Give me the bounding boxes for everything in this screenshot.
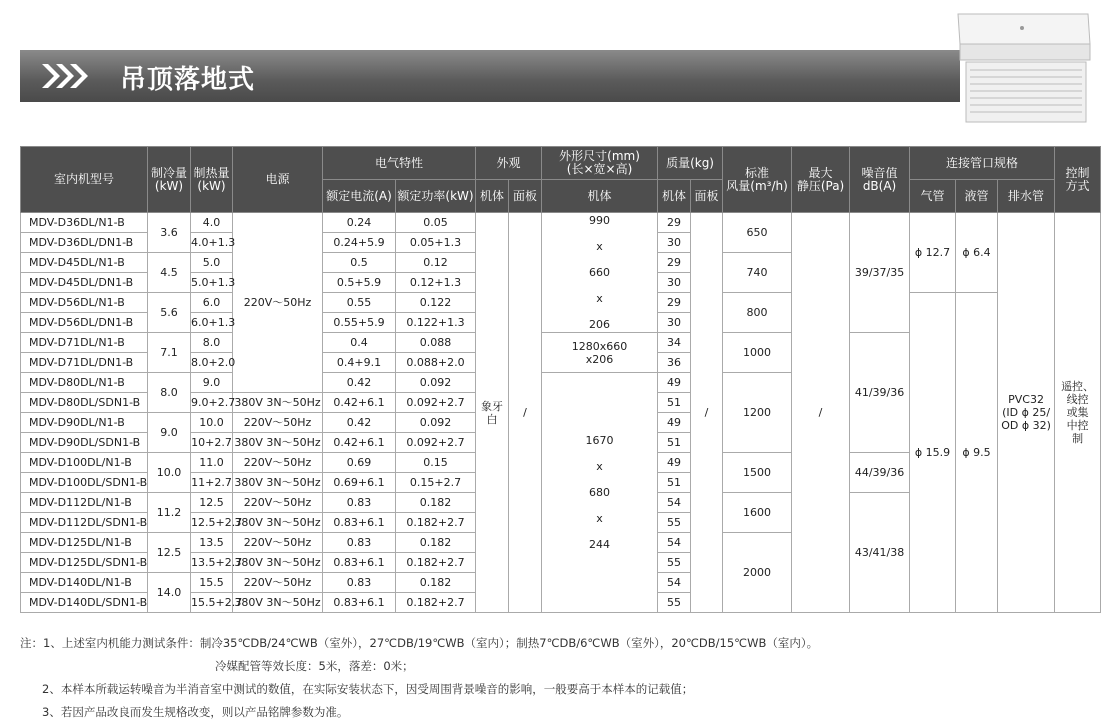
model-cell: MDV-D112DL/N1-B <box>21 493 148 513</box>
liquid-pipe-cell: ϕ 6.4 <box>956 213 998 293</box>
header-weight: 质量(kg) <box>658 147 723 180</box>
heat-cell: 4.0 <box>191 213 233 233</box>
supply-cell: 380V 3N～50Hz <box>233 553 323 573</box>
heat-cell: 8.0 <box>191 333 233 353</box>
model-cell: MDV-D140DL/SDN1-B <box>21 593 148 613</box>
wattage-cell: 0.182+2.7 <box>396 593 476 613</box>
mass-cell: 51 <box>658 393 691 413</box>
cool-cell: 10.0 <box>148 453 191 493</box>
wattage-cell: 0.182 <box>396 573 476 593</box>
airflow-cell: 800 <box>723 293 792 333</box>
wattage-cell: 0.15+2.7 <box>396 473 476 493</box>
header-appearance: 外观 <box>476 147 542 180</box>
heat-cell: 6.0+1.3 <box>191 313 233 333</box>
wattage-cell: 0.182 <box>396 533 476 553</box>
gas-pipe-cell: ϕ 15.9 <box>910 293 956 613</box>
heat-cell: 8.0+2.0 <box>191 353 233 373</box>
header-weight-body: 机体 <box>658 180 691 213</box>
wattage-cell: 0.12 <box>396 253 476 273</box>
current-cell: 0.55 <box>323 293 396 313</box>
heat-cell: 13.5 <box>191 533 233 553</box>
noise-cell: 39/37/35 <box>850 213 910 333</box>
note-1: 注：1、上述室内机能力测试条件：制冷35℃DB/24℃WB（室外），27℃DB/19℃WB（室内）；制热7℃DB/6℃WB（室外），20℃DB/15℃WB（室内）。 <box>20 636 819 650</box>
model-cell: MDV-D71DL/DN1-B <box>21 353 148 373</box>
current-cell: 0.69 <box>323 453 396 473</box>
heat-cell: 11.0 <box>191 453 233 473</box>
supply-cell: 380V 3N～50Hz <box>233 593 323 613</box>
model-cell: MDV-D36DL/N1-B <box>21 213 148 233</box>
heat-cell: 13.5+2.7 <box>191 553 233 573</box>
mass-cell: 55 <box>658 513 691 533</box>
header-liquid: 液管 <box>956 180 998 213</box>
supply-cell: 380V 3N～50Hz <box>233 513 323 533</box>
current-cell: 0.4+9.1 <box>323 353 396 373</box>
supply-cell: 380V 3N～50Hz <box>233 433 323 453</box>
model-cell: MDV-D90DL/N1-B <box>21 413 148 433</box>
supply-cell: 220V～50Hz <box>233 493 323 513</box>
header-pressure: 最大 静压(Pa) <box>792 147 850 213</box>
cool-cell: 8.0 <box>148 373 191 413</box>
mass-cell: 29 <box>658 293 691 313</box>
current-cell: 0.42+6.1 <box>323 433 396 453</box>
wattage-cell: 0.182+2.7 <box>396 513 476 533</box>
mass-cell: 55 <box>658 553 691 573</box>
header-drain: 排水管 <box>998 180 1055 213</box>
wattage-cell: 0.122 <box>396 293 476 313</box>
note-2: 2、本样本所载运转噪音为半消音室中测试的数值，在实际安装状态下，因受周围背景噪音的影响，一般要高于本样本的记载值； <box>42 682 694 696</box>
heat-cell: 12.5+2.7 <box>191 513 233 533</box>
mass-cell: 49 <box>658 373 691 393</box>
cool-cell: 12.5 <box>148 533 191 573</box>
control-cell: 遥控、 线控 或集 中控 制 <box>1055 213 1101 613</box>
mass-cell: 51 <box>658 473 691 493</box>
dimension-cell: 1280x660 x206 <box>542 333 658 373</box>
supply-cell: 220V～50Hz <box>233 533 323 553</box>
appearance-panel-cell: / <box>509 213 542 613</box>
wattage-cell: 0.088 <box>396 333 476 353</box>
supply-cell: 380V 3N～50Hz <box>233 473 323 493</box>
mass-cell: 30 <box>658 233 691 253</box>
model-cell: MDV-D90DL/SDN1-B <box>21 433 148 453</box>
model-cell: MDV-D56DL/N1-B <box>21 293 148 313</box>
mass-cell: 54 <box>658 493 691 513</box>
header-heat: 制热量 (kW) <box>191 147 233 213</box>
wattage-cell: 0.182 <box>396 493 476 513</box>
heat-cell: 9.0+2.7 <box>191 393 233 413</box>
wattage-cell: 0.092 <box>396 373 476 393</box>
ceiling-floor-unit-image <box>952 10 1094 128</box>
heat-cell: 11+2.7 <box>191 473 233 493</box>
mass-cell: 49 <box>658 413 691 433</box>
airflow-cell: 2000 <box>723 533 792 613</box>
header-airflow: 标准 风量(m³/h) <box>723 147 792 213</box>
current-cell: 0.4 <box>323 333 396 353</box>
heat-cell: 4.0+1.3 <box>191 233 233 253</box>
wattage-cell: 0.092 <box>396 413 476 433</box>
pressure-cell: / <box>792 213 850 613</box>
current-cell: 0.55+5.9 <box>323 313 396 333</box>
page-title: 吊顶落地式 <box>120 65 256 95</box>
heat-cell: 10+2.7 <box>191 433 233 453</box>
header-weight-panel: 面板 <box>691 180 723 213</box>
model-cell: MDV-D56DL/DN1-B <box>21 313 148 333</box>
model-cell: MDV-D36DL/DN1-B <box>21 233 148 253</box>
airflow-cell: 740 <box>723 253 792 293</box>
model-cell: MDV-D140DL/N1-B <box>21 573 148 593</box>
dimension-cell: 990 x 660 x 206 <box>542 213 658 333</box>
current-cell: 0.83 <box>323 533 396 553</box>
panel-mass-cell: / <box>691 213 723 613</box>
current-cell: 0.83+6.1 <box>323 593 396 613</box>
current-cell: 0.83 <box>323 493 396 513</box>
wattage-cell: 0.092+2.7 <box>396 393 476 413</box>
header-gas: 气管 <box>910 180 956 213</box>
wattage-cell: 0.182+2.7 <box>396 553 476 573</box>
wattage-cell: 0.15 <box>396 453 476 473</box>
heat-cell: 6.0 <box>191 293 233 313</box>
wattage-cell: 0.12+1.3 <box>396 273 476 293</box>
wattage-cell: 0.092+2.7 <box>396 433 476 453</box>
header-appearance-panel: 面板 <box>509 180 542 213</box>
wattage-cell: 0.122+1.3 <box>396 313 476 333</box>
mass-cell: 30 <box>658 273 691 293</box>
heat-cell: 10.0 <box>191 413 233 433</box>
cool-cell: 3.6 <box>148 213 191 253</box>
table-row <box>21 213 1101 233</box>
mass-cell: 54 <box>658 533 691 553</box>
wattage-cell: 0.05 <box>396 213 476 233</box>
header-power: 电源 <box>233 147 323 213</box>
dimension-cell: 1670 x 680 x 244 <box>542 373 658 613</box>
model-cell: MDV-D112DL/SDN1-B <box>21 513 148 533</box>
heat-cell: 5.0 <box>191 253 233 273</box>
airflow-cell: 1600 <box>723 493 792 533</box>
model-cell: MDV-D71DL/N1-B <box>21 333 148 353</box>
cool-cell: 14.0 <box>148 573 191 613</box>
footnotes <box>20 632 818 724</box>
gas-pipe-cell: ϕ 12.7 <box>910 213 956 293</box>
heat-cell: 9.0 <box>191 373 233 393</box>
current-cell: 0.5 <box>323 253 396 273</box>
note-1-cont: 冷媒配管等效长度：5米，落差：0米； <box>215 659 414 673</box>
mass-cell: 49 <box>658 453 691 473</box>
header-noise: 噪音值 dB(A) <box>850 147 910 213</box>
cool-cell: 4.5 <box>148 253 191 293</box>
mass-cell: 29 <box>658 213 691 233</box>
current-cell: 0.42 <box>323 413 396 433</box>
current-cell: 0.24+5.9 <box>323 233 396 253</box>
model-cell: MDV-D100DL/SDN1-B <box>21 473 148 493</box>
header-current: 额定电流(A) <box>323 180 396 213</box>
airflow-cell: 1000 <box>723 333 792 373</box>
supply-cell: 220V～50Hz <box>233 573 323 593</box>
header-dimension-body: 机体 <box>542 180 658 213</box>
model-cell: MDV-D80DL/SDN1-B <box>21 393 148 413</box>
note-3: 3、若因产品改良而发生规格改变，则以产品铭牌参数为准。 <box>42 705 349 719</box>
model-cell: MDV-D80DL/N1-B <box>21 373 148 393</box>
noise-cell: 43/41/38 <box>850 493 910 613</box>
mass-cell: 55 <box>658 593 691 613</box>
current-cell: 0.24 <box>323 213 396 233</box>
heat-cell: 15.5 <box>191 573 233 593</box>
current-cell: 0.42 <box>323 373 396 393</box>
airflow-cell: 1500 <box>723 453 792 493</box>
cool-cell: 7.1 <box>148 333 191 373</box>
wattage-cell: 0.05+1.3 <box>396 233 476 253</box>
appearance-body-cell: 象牙 白 <box>476 213 509 613</box>
supply-cell: 220V～50Hz <box>233 453 323 473</box>
model-cell: MDV-D125DL/N1-B <box>21 533 148 553</box>
mass-cell: 29 <box>658 253 691 273</box>
current-cell: 0.83 <box>323 573 396 593</box>
mass-cell: 54 <box>658 573 691 593</box>
airflow-cell: 650 <box>723 213 792 253</box>
heat-cell: 15.5+2.7 <box>191 593 233 613</box>
cool-cell: 11.2 <box>148 493 191 533</box>
header-appearance-body: 机体 <box>476 180 509 213</box>
drain-pipe-cell: PVC32 (ID ϕ 25/ OD ϕ 32) <box>998 213 1055 613</box>
header-electric: 电气特性 <box>323 147 476 180</box>
supply-cell: 220V～50Hz <box>233 413 323 433</box>
supply-cell: 220V～50Hz <box>233 213 323 393</box>
supply-cell: 380V 3N～50Hz <box>233 393 323 413</box>
current-cell: 0.83+6.1 <box>323 553 396 573</box>
liquid-pipe-cell: ϕ 9.5 <box>956 293 998 613</box>
wattage-cell: 0.088+2.0 <box>396 353 476 373</box>
current-cell: 0.69+6.1 <box>323 473 396 493</box>
noise-cell: 44/39/36 <box>850 453 910 493</box>
mass-cell: 51 <box>658 433 691 453</box>
current-cell: 0.42+6.1 <box>323 393 396 413</box>
model-cell: MDV-D125DL/SDN1-B <box>21 553 148 573</box>
model-cell: MDV-D100DL/N1-B <box>21 453 148 473</box>
model-cell: MDV-D45DL/N1-B <box>21 253 148 273</box>
header-model: 室内机型号 <box>21 147 148 213</box>
header-wattage: 额定功率(kW) <box>396 180 476 213</box>
current-cell: 0.83+6.1 <box>323 513 396 533</box>
mass-cell: 36 <box>658 353 691 373</box>
noise-cell: 41/39/36 <box>850 333 910 453</box>
header-pipe: 连接管口规格 <box>910 147 1055 180</box>
heat-cell: 12.5 <box>191 493 233 513</box>
mass-cell: 34 <box>658 333 691 353</box>
header-cool: 制冷量 (kW) <box>148 147 191 213</box>
mass-cell: 30 <box>658 313 691 333</box>
header-dimension: 外形尺寸(mm) (长×宽×高) <box>542 147 658 180</box>
spec-table <box>20 146 1101 613</box>
heat-cell: 5.0+1.3 <box>191 273 233 293</box>
current-cell: 0.5+5.9 <box>323 273 396 293</box>
cool-cell: 5.6 <box>148 293 191 333</box>
double-arrow-icon <box>42 64 102 88</box>
model-cell: MDV-D45DL/DN1-B <box>21 273 148 293</box>
title-banner <box>20 50 960 102</box>
airflow-cell: 1200 <box>723 373 792 453</box>
cool-cell: 9.0 <box>148 413 191 453</box>
header-control: 控制 方式 <box>1055 147 1101 213</box>
